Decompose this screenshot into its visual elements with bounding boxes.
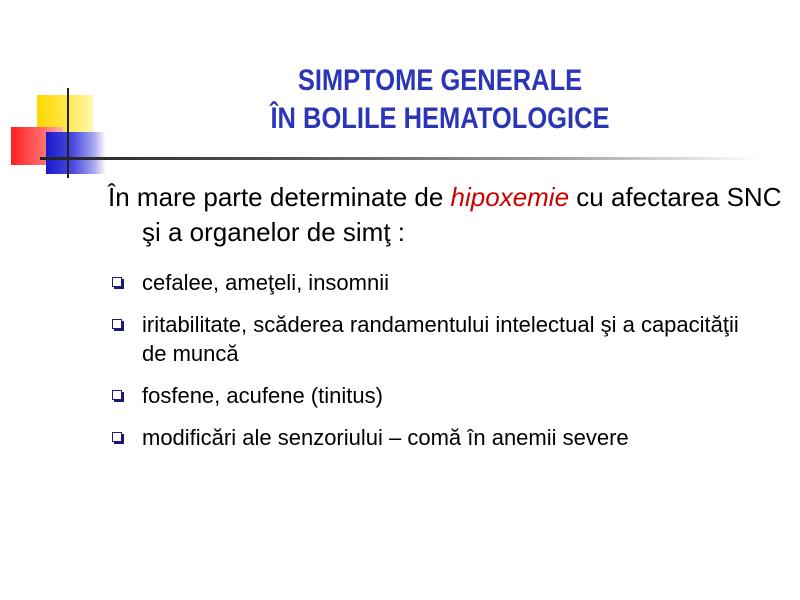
list-item-text: cefalee, ameţeli, insomnii [142,270,390,295]
slide-title [194,62,687,138]
decor-vertical-line [67,88,69,178]
intro-highlight: hipoxemie [450,182,570,212]
list-item [108,268,768,297]
list-item [108,381,768,410]
list-item [108,310,768,368]
list-item-text: fosfene, acufene (tinitus) [142,383,383,408]
square-bullet-icon [112,390,122,400]
square-bullet-icon [112,432,122,442]
title-line-1: SIMPTOME GENERALE [297,64,583,97]
list-item-text: modificări ale senzoriului – comă în anemii severe [142,425,629,450]
intro-text-before: În mare parte determinate de [108,182,451,212]
symptom-list [108,268,768,465]
title-underline [40,157,760,160]
list-item [108,423,768,452]
intro-text-after: cu afectarea SNC şi a organelor de simţ : [142,182,782,247]
intro-paragraph [108,180,782,250]
square-bullet-icon [112,319,122,329]
decor-blue-square [46,132,106,174]
title-line-2: ÎN BOLILE HEMATOLOGICE [270,102,610,135]
list-item-text: iritabilitate, scăderea randamentului intelectual şi a capacităţii de muncă [142,312,739,366]
square-bullet-icon [112,277,122,287]
